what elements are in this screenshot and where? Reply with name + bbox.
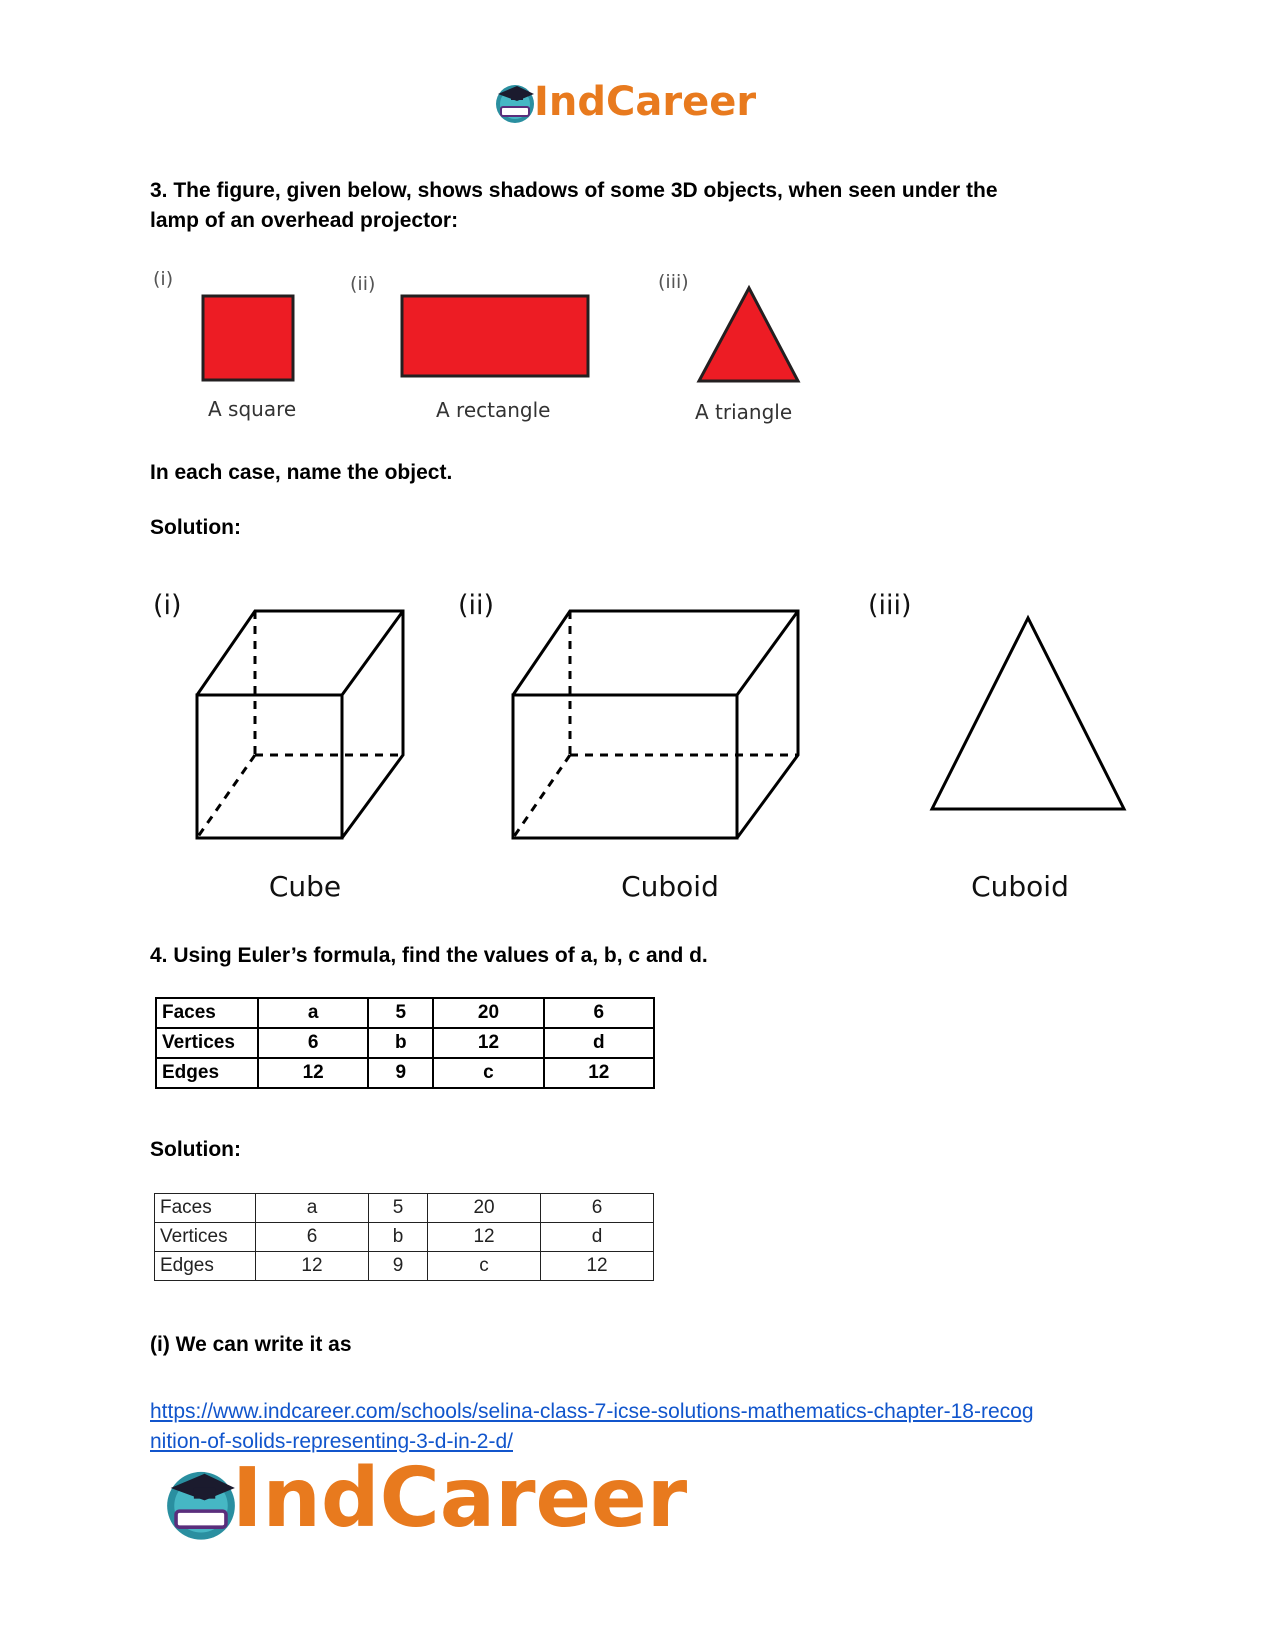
graduation-cap-globe-icon <box>492 80 538 126</box>
table-cell: 6 <box>544 998 654 1028</box>
table-cell: 20 <box>433 998 543 1028</box>
shadow-label-square: A square <box>208 397 297 421</box>
cube-drawing <box>197 611 403 838</box>
solid-drawings <box>180 590 1190 850</box>
table-cell: 9 <box>368 1058 433 1088</box>
table-cell: 20 <box>428 1194 541 1223</box>
table-cell: 9 <box>368 1252 427 1281</box>
euler-table-question <box>155 997 655 1089</box>
object-index-1: (i) <box>153 590 182 621</box>
brand-name: IndCareer <box>534 79 757 125</box>
shadow-index-3: (iii) <box>658 271 689 293</box>
table-row <box>155 1194 654 1223</box>
question-4-text: 4. Using Euler’s formula, find the values of a, b, c and d. <box>150 944 708 967</box>
object-index-3: (iii) <box>868 590 912 621</box>
object-index-2: (ii) <box>458 590 495 621</box>
table-cell: d <box>544 1028 654 1058</box>
graduation-cap-globe-icon <box>160 1463 242 1545</box>
shadow-index-1: (i) <box>153 268 174 290</box>
table-cell: Vertices <box>155 1223 256 1252</box>
rectangle-shadow <box>402 296 588 376</box>
triangle-shadow <box>699 288 798 381</box>
shadow-shapes <box>190 280 850 390</box>
table-cell: c <box>428 1252 541 1281</box>
source-link-line-2[interactable]: nition-of-solids-representing-3-d-in-2-d/ <box>150 1430 513 1453</box>
source-link-line-1[interactable]: https://www.indcareer.com/schools/selina-class-7-icse-solutions-mathematics-chapter-18-recog <box>150 1400 1034 1423</box>
object-name-cuboid: Cuboid <box>621 870 719 903</box>
table-cell: 5 <box>368 998 433 1028</box>
table-row <box>156 1058 654 1088</box>
table-cell: Edges <box>156 1058 258 1088</box>
table-cell: c <box>433 1058 543 1088</box>
table-cell: 6 <box>256 1223 369 1252</box>
shadow-label-triangle: A triangle <box>695 400 793 424</box>
table-cell: b <box>368 1223 427 1252</box>
square-shadow <box>203 296 293 380</box>
step-i-text: (i) We can write it as <box>150 1333 352 1356</box>
instruction-text: In each case, name the object. <box>150 461 453 484</box>
footer-logo <box>160 1451 720 1555</box>
table-row <box>155 1223 654 1252</box>
triangle-outline-drawing <box>932 618 1124 809</box>
table-cell: 12 <box>544 1058 654 1088</box>
euler-table-solution <box>154 1193 654 1281</box>
table-cell: 12 <box>258 1058 368 1088</box>
table-cell: 12 <box>541 1252 654 1281</box>
shadow-label-rectangle: A rectangle <box>436 398 551 422</box>
table-cell: d <box>541 1223 654 1252</box>
table-row <box>156 998 654 1028</box>
object-name-cube: Cube <box>268 870 342 903</box>
table-cell: Vertices <box>156 1028 258 1058</box>
table-row <box>156 1028 654 1058</box>
object-name-cuboid-2: Cuboid <box>971 870 1069 903</box>
table-cell: Edges <box>155 1252 256 1281</box>
table-cell: 12 <box>256 1252 369 1281</box>
table-cell: Faces <box>155 1194 256 1223</box>
table-cell: a <box>258 998 368 1028</box>
solution-label-q4: Solution: <box>150 1138 241 1161</box>
question-3-line-1: 3. The figure, given below, shows shadows of some 3D objects, when seen under the <box>150 179 998 202</box>
table-cell: b <box>368 1028 433 1058</box>
brand-name-large: IndCareer <box>232 1451 688 1546</box>
question-3-line-2: lamp of an overhead projector: <box>150 209 459 232</box>
table-cell: a <box>256 1194 369 1223</box>
table-cell: 5 <box>368 1194 427 1223</box>
table-cell: 6 <box>258 1028 368 1058</box>
table-row <box>155 1252 654 1281</box>
solution-label-q3: Solution: <box>150 516 241 539</box>
shadow-index-2: (ii) <box>350 273 376 295</box>
header-logo <box>492 78 772 128</box>
table-cell: 6 <box>541 1194 654 1223</box>
table-cell: 12 <box>433 1028 543 1058</box>
table-cell: 12 <box>428 1223 541 1252</box>
cuboid-drawing <box>513 611 798 838</box>
table-cell: Faces <box>156 998 258 1028</box>
